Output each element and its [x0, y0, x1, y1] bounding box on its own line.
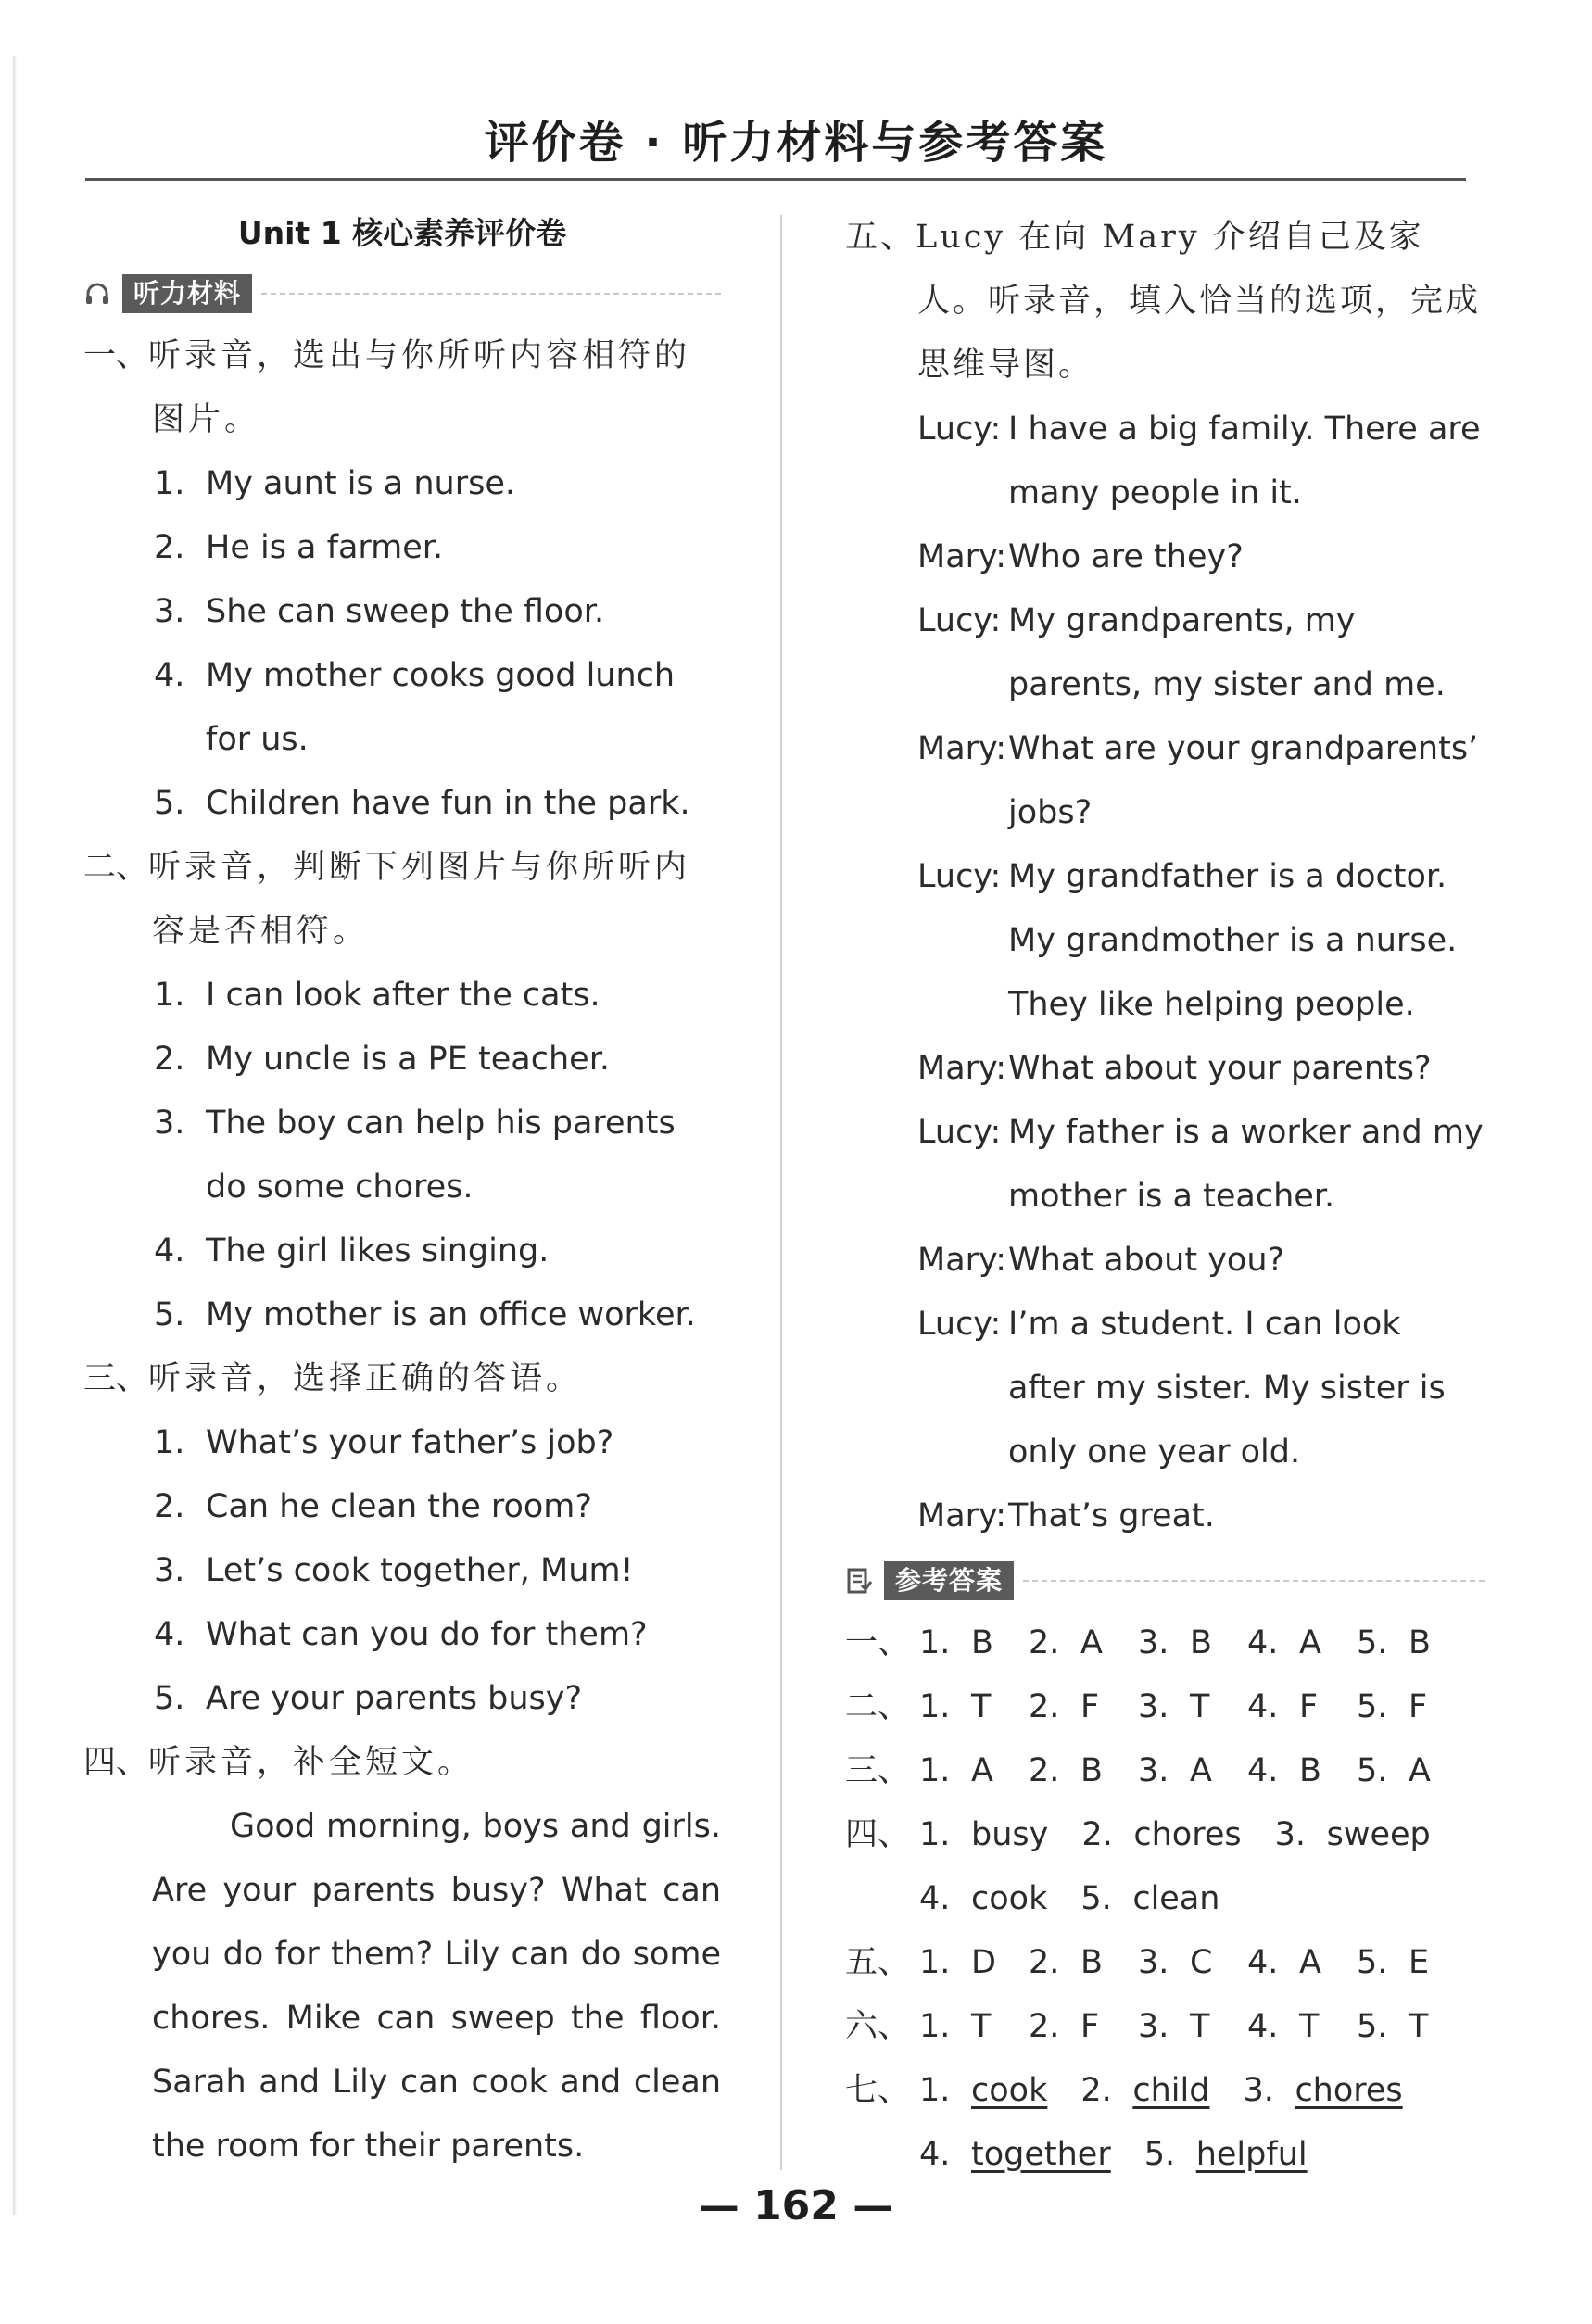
item-number: 4. — [154, 1232, 185, 1269]
item-text: My uncle is a PE teacher. — [206, 1041, 610, 1078]
question-text: 听录音，补全短文。 — [148, 1744, 474, 1781]
item-text: My aunt is a nurse. — [206, 465, 516, 502]
answer-cell: 2. F — [1029, 1688, 1100, 1725]
dialogue-line — [845, 1484, 1485, 1548]
question-5-heading — [845, 206, 1485, 398]
item-text: The girl likes singing. — [206, 1232, 550, 1269]
list-item — [83, 580, 721, 644]
speaker: Lucy: — [917, 602, 1002, 639]
answer-cell: 1. busy — [919, 1816, 1049, 1853]
speaker: Mary: — [917, 1242, 1006, 1279]
dialogue-line — [845, 398, 1485, 525]
answer-cell: 4. B — [1247, 1752, 1322, 1789]
item-text: What’s your father’s job? — [206, 1424, 614, 1461]
answer-cell: 4. cook — [919, 1880, 1048, 1917]
item-number: 4. — [154, 1616, 185, 1653]
dialogue-line — [845, 1037, 1485, 1101]
list-item — [83, 1092, 721, 1219]
headphones-icon — [83, 280, 111, 308]
answer-row-4-cont — [845, 1867, 1485, 1931]
item-number: 2. — [154, 529, 185, 566]
answer-cell: 5. F — [1357, 1688, 1428, 1725]
answers-label: 参考答案 — [884, 1561, 1014, 1600]
answer-cell: 2. B — [1029, 1752, 1104, 1789]
dialogue-line — [845, 589, 1485, 717]
list-item — [83, 1667, 721, 1731]
item-text: Children have fun in the park. — [206, 785, 690, 822]
item-text: Let’s cook together, Mum! — [206, 1552, 634, 1589]
dialogue-line — [845, 1229, 1485, 1293]
list-item — [83, 1539, 721, 1603]
question-number: 二、 — [83, 849, 149, 886]
answers-section-header — [845, 1558, 1485, 1604]
answer-cell: 1. cook — [919, 2072, 1048, 2109]
answer-row-number: 六、 — [845, 2008, 911, 2045]
answer-cell: 3. T — [1138, 2008, 1210, 2045]
item-number: 2. — [154, 1488, 185, 1525]
utterance: What about you? — [1008, 1242, 1285, 1279]
speaker: Mary: — [917, 1050, 1006, 1087]
dialogue-line — [845, 845, 1485, 1037]
item-text: Can he clean the room? — [206, 1488, 592, 1525]
dashed-rule — [1023, 1580, 1485, 1582]
answer-row-1 — [845, 1611, 1485, 1675]
speaker: Lucy: — [917, 1114, 1002, 1151]
question-number: 一、 — [83, 337, 149, 374]
answer-cell: 1. B — [919, 1624, 994, 1661]
item-text: My mother cooks good lunch for us. — [206, 657, 676, 758]
answer-row-7 — [845, 2059, 1485, 2123]
answer-cell: 3. sweep — [1274, 1816, 1431, 1853]
answer-cell: 4. T — [1247, 2008, 1320, 2045]
answer-row-number: 二、 — [845, 1688, 911, 1725]
speaker: Lucy: — [917, 410, 1002, 448]
answer-row-7-cont — [845, 2123, 1485, 2187]
list-item — [83, 1475, 721, 1539]
item-text: I can look after the cats. — [206, 977, 600, 1014]
list-item — [83, 1219, 721, 1283]
listening-passage: Good morning, boys and girls. Are your parents busy? What can you do for them? Lily can do some chores. Mike can sweep the floor. Sarah and Lily can cook and clean the room for their parents. — [152, 1808, 721, 2165]
question-1-heading — [83, 324, 721, 452]
item-text: My mother is an office worker. — [206, 1296, 696, 1333]
answer-cell: 2. B — [1029, 1944, 1104, 1981]
item-number: 3. — [154, 1552, 185, 1589]
dialogue-line — [845, 1293, 1485, 1484]
answer-cell: 3. chores — [1243, 2072, 1403, 2109]
list-item — [83, 1283, 721, 1347]
list-item — [83, 772, 721, 836]
answer-row-number: 一、 — [845, 1624, 911, 1661]
page-number: — 162 — — [698, 2182, 894, 2229]
speaker: Mary: — [917, 538, 1006, 575]
answer-cell: 5. T — [1357, 2008, 1429, 2045]
answer-cell: 2. child — [1080, 2072, 1210, 2109]
list-item — [83, 1028, 721, 1092]
answer-cell: 1. D — [919, 1944, 996, 1981]
answer-cell: 1. T — [919, 2008, 992, 2045]
listening-label: 听力材料 — [122, 274, 252, 313]
question-text: Lucy 在向 Mary 介绍自己及家人。听录音，填入恰当的选项，完成思维导图。 — [916, 219, 1482, 384]
question-3-heading — [83, 1347, 721, 1411]
item-text: She can sweep the floor. — [206, 593, 605, 630]
item-number: 1. — [154, 1424, 185, 1461]
answer-row-number: 三、 — [845, 1752, 911, 1789]
answer-cell: 5. A — [1357, 1752, 1431, 1789]
answer-cell: 5. helpful — [1143, 2136, 1308, 2173]
dialogue-line — [845, 717, 1485, 845]
list-item — [83, 516, 721, 580]
item-number: 2. — [154, 1041, 185, 1078]
question-text: 听录音，判断下列图片与你所听内容是否相符。 — [148, 849, 691, 950]
page-title: 评价卷 · 听力材料与参考答案 — [484, 117, 1108, 169]
utterance: I have a big family. There are many people in it. — [1008, 410, 1481, 512]
question-text: 听录音，选出与你所听内容相符的图片。 — [148, 337, 691, 438]
question-number: 五、 — [845, 219, 916, 256]
answer-row-5 — [845, 1931, 1485, 1995]
speaker: Mary: — [917, 1497, 1006, 1535]
utterance: What are your grandparents’ jobs? — [1008, 730, 1479, 831]
answer-cell: 2. A — [1029, 1624, 1103, 1661]
answer-row-number: 四、 — [845, 1816, 911, 1853]
item-number: 5. — [154, 1296, 185, 1333]
answer-cell: 3. C — [1138, 1944, 1213, 1981]
list-item — [83, 964, 721, 1028]
answer-cell: 2. chores — [1081, 1816, 1242, 1853]
answer-row-3 — [845, 1739, 1485, 1803]
answer-cell: 5. E — [1357, 1944, 1430, 1981]
answer-cell: 4. F — [1247, 1688, 1319, 1725]
page-edge-shadow — [13, 56, 17, 2215]
item-number: 3. — [154, 593, 185, 630]
answer-cell: 3. A — [1138, 1752, 1212, 1789]
question-4-heading — [83, 1731, 721, 1795]
answer-row-number: 五、 — [845, 1944, 911, 1981]
answer-cell: 2. F — [1029, 2008, 1100, 2045]
dialogue-line — [845, 525, 1485, 589]
answer-row-2 — [845, 1675, 1485, 1739]
item-number: 5. — [154, 785, 185, 822]
question-text: 听录音，选择正确的答语。 — [148, 1360, 583, 1397]
right-column — [845, 206, 1485, 2187]
utterance: My father is a worker and my mother is a teacher. — [1008, 1114, 1484, 1215]
utterance: I’m a student. I can look after my sister. My sister is only one year old. — [1008, 1306, 1446, 1471]
answer-row-number: 七、 — [845, 2072, 911, 2109]
list-item — [83, 1411, 721, 1475]
item-text: The boy can help his parents do some chores. — [206, 1105, 676, 1206]
item-number: 3. — [154, 1105, 185, 1142]
utterance: That’s great. — [1008, 1497, 1215, 1535]
item-number: 5. — [154, 1680, 185, 1717]
column-divider — [780, 215, 782, 2170]
item-number: 4. — [154, 657, 185, 694]
dashed-rule — [261, 293, 721, 295]
item-text: Are your parents busy? — [206, 1680, 583, 1717]
item-text: What can you do for them? — [206, 1616, 648, 1653]
speaker: Mary: — [917, 730, 1006, 767]
answer-cell: 4. A — [1247, 1944, 1321, 1981]
question-number: 三、 — [83, 1360, 149, 1397]
speaker: Lucy: — [917, 858, 1002, 895]
utterance: My grandparents, my parents, my sister and me. — [1008, 602, 1446, 703]
answer-cell: 3. B — [1138, 1624, 1213, 1661]
answer-cell: 5. B — [1357, 1624, 1432, 1661]
speaker: Lucy: — [917, 1306, 1002, 1343]
item-number: 1. — [154, 977, 185, 1014]
listening-section-header — [83, 271, 721, 317]
utterance: What about your parents? — [1008, 1050, 1432, 1087]
answer-sheet-icon — [845, 1567, 873, 1595]
title-rule — [85, 178, 1466, 181]
answer-cell: 3. T — [1138, 1688, 1210, 1725]
list-item — [83, 1603, 721, 1667]
utterance: My grandfather is a doctor. My grandmother is a nurse. They like helping people. — [1008, 858, 1458, 1023]
left-column — [83, 206, 721, 2179]
answer-cell: 1. T — [919, 1688, 992, 1725]
item-number: 1. — [154, 465, 185, 502]
unit-title: Unit 1 核心素养评价卷 — [237, 215, 567, 251]
item-text: He is a farmer. — [206, 529, 444, 566]
question-2-heading — [83, 836, 721, 964]
list-item — [83, 452, 721, 516]
answer-cell: 4. together — [919, 2136, 1111, 2173]
answer-row-6 — [845, 1995, 1485, 2059]
utterance: Who are they? — [1008, 538, 1244, 575]
dialogue-line — [845, 1101, 1485, 1229]
question-number: 四、 — [83, 1744, 149, 1781]
answer-cell: 4. A — [1247, 1624, 1321, 1661]
list-item — [83, 644, 721, 772]
answer-cell: 1. A — [919, 1752, 993, 1789]
answer-row-4 — [845, 1803, 1485, 1867]
answer-cell: 5. clean — [1080, 1880, 1220, 1917]
